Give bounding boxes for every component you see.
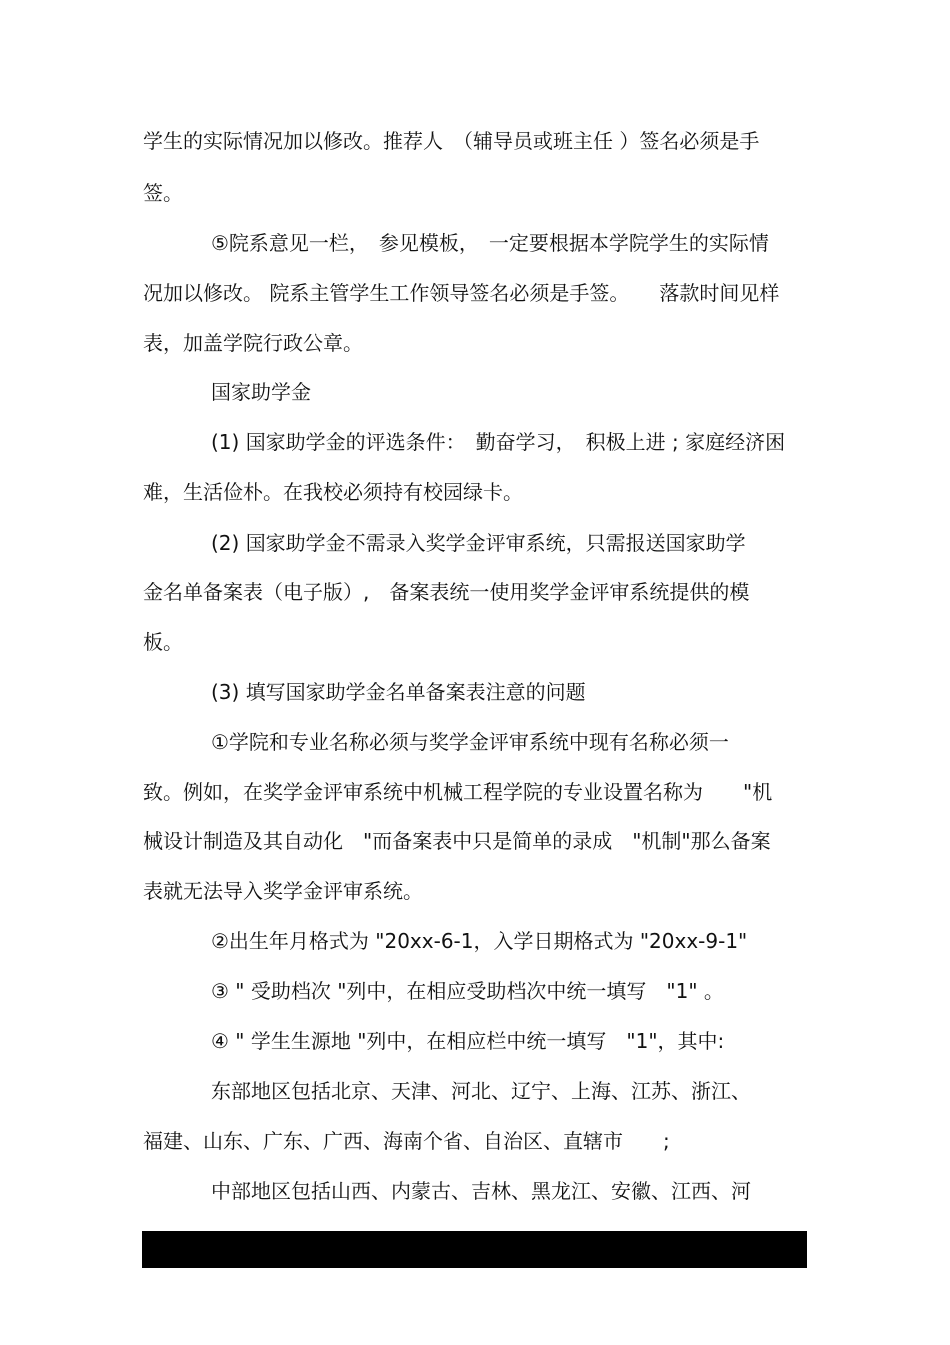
- text-line: 金名单备案表（电子版）, 备案表统一使用奖学金评审系统提供的模: [143, 580, 750, 604]
- text-line: 签。: [143, 181, 183, 205]
- text-line: (3) 填写国家助学金名单备案表注意的问题: [211, 680, 586, 704]
- text-line: 致。例如，在奖学金评审系统中机械工程学院的专业设置名称为 "机: [143, 780, 773, 804]
- footer-bar: [142, 1231, 807, 1268]
- text-line: ②出生年月格式为 "20xx-6-1，入学日期格式为 "20xx-9-1": [211, 929, 748, 953]
- text-line: ③ " 受助档次 "列中，在相应受助档次中统一填写 "1" 。: [211, 979, 724, 1003]
- text-line: (2) 国家助学金不需录入奖学金评审系统，只需报送国家助学: [211, 531, 746, 555]
- text-line: ⑤院系意见一栏， 参见模板， 一定要根据本学院学生的实际情: [211, 231, 769, 255]
- text-line: 中部地区包括山西、内蒙古、吉林、黑龙江、安徽、江西、河: [211, 1179, 751, 1203]
- text-line: 板。: [143, 630, 183, 654]
- text-line: 福建、山东、广东、广西、海南个省、自治区、直辖市 ;: [143, 1129, 670, 1153]
- text-line: 表，加盖学院行政公章。: [143, 331, 363, 355]
- text-line: 学生的实际情况加以修改。推荐人 （辅导员或班主任 ）签名必须是手: [143, 129, 760, 153]
- text-line: 表就无法导入奖学金评审系统。: [143, 879, 423, 903]
- text-line: (1) 国家助学金的评选条件： 勤奋学习， 积极上进 ; 家庭经济困: [211, 430, 786, 454]
- text-line: 难，生活俭朴。在我校必须持有校园绿卡。: [143, 480, 523, 504]
- text-line: 况加以修改。 院系主管学生工作领导签名必须是手签。 落款时间见样: [143, 281, 780, 305]
- text-line: 械设计制造及其自动化 "而备案表中只是简单的录成 "机制"那么备案: [143, 829, 771, 853]
- section-heading: 国家助学金: [211, 380, 311, 404]
- text-line: 东部地区包括北京、天津、河北、辽宁、上海、江苏、浙江、: [211, 1079, 751, 1103]
- text-line: ④ " 学生生源地 "列中，在相应栏中统一填写 "1"，其中:: [211, 1029, 725, 1053]
- text-line: ①学院和专业名称必须与奖学金评审系统中现有名称必须一: [211, 730, 729, 754]
